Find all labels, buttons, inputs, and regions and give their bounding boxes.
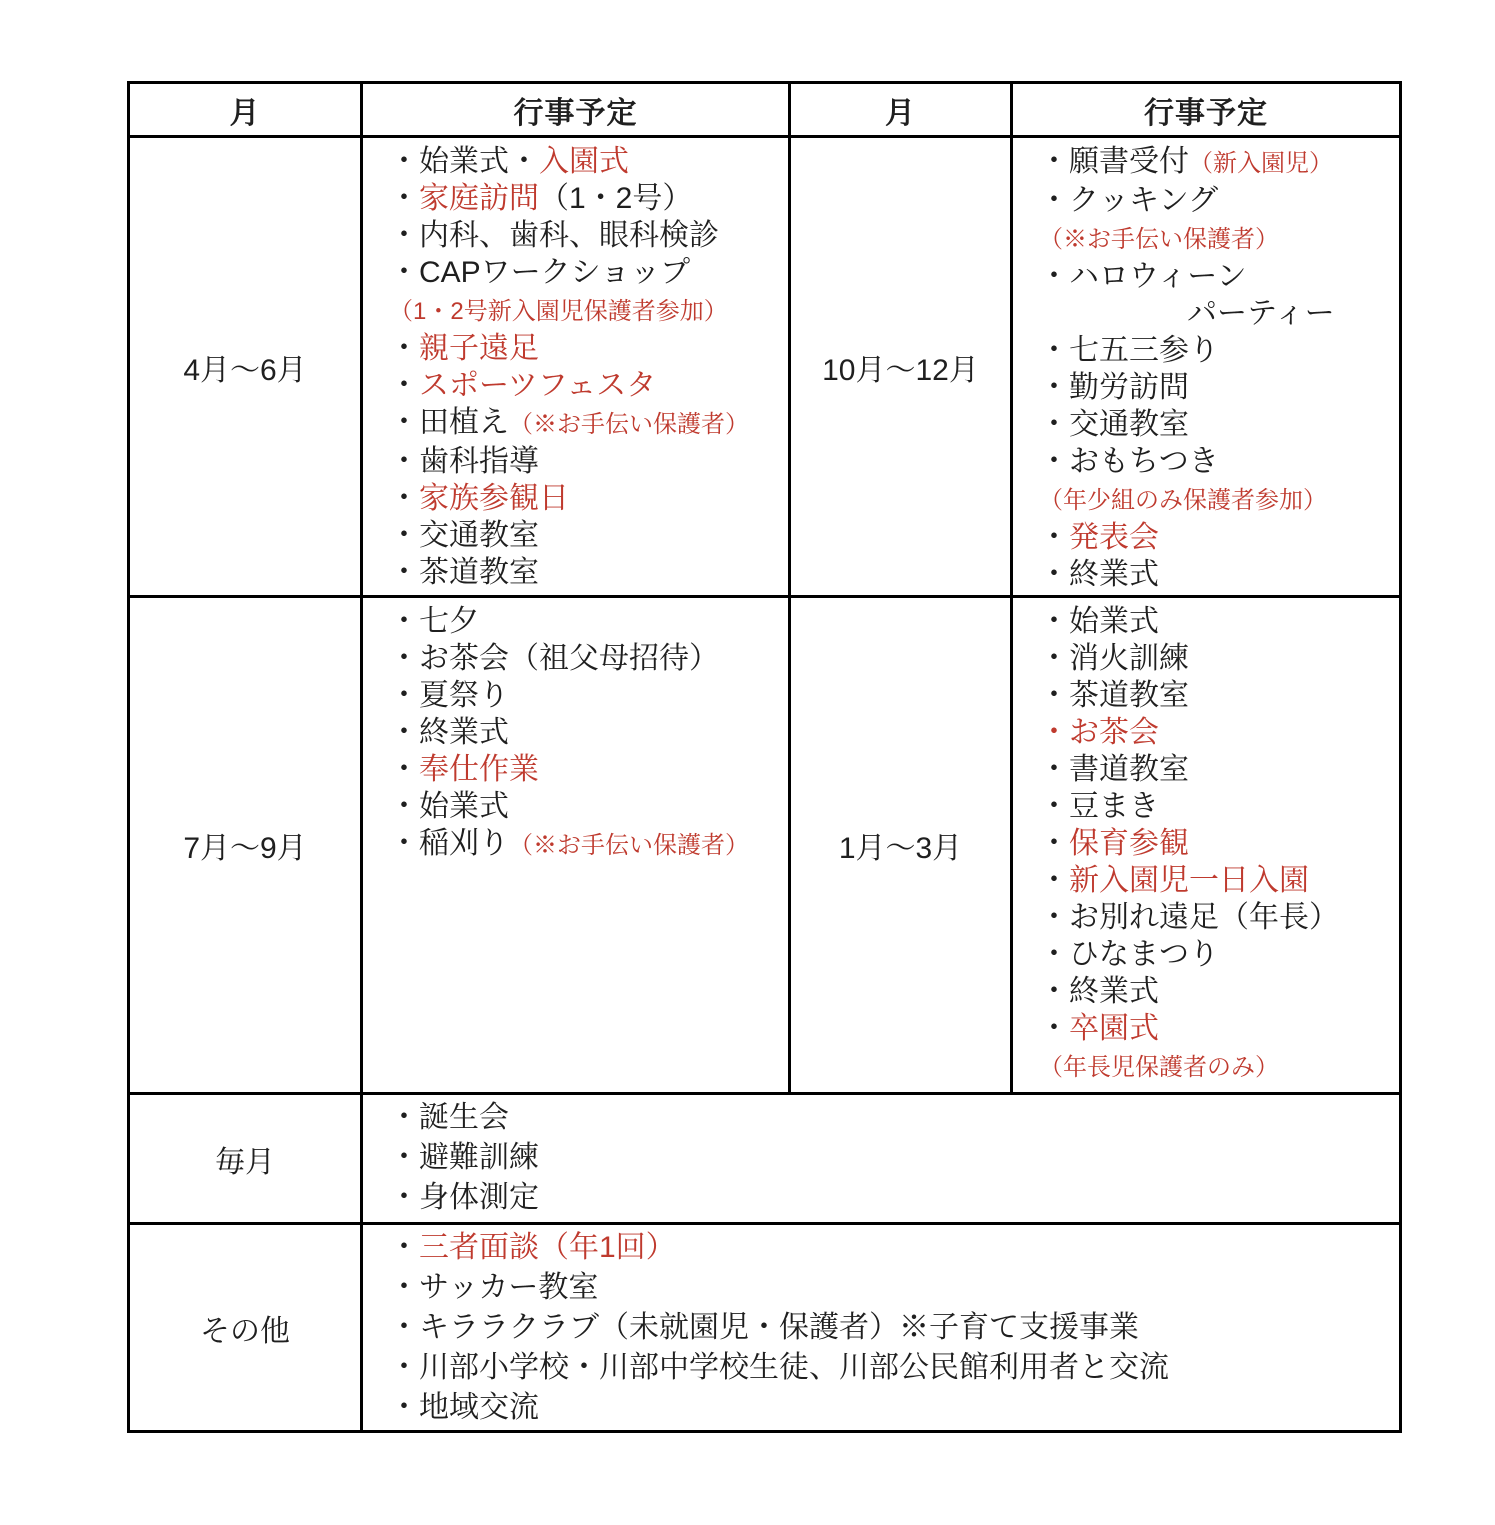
event-text: ・CAPワークショップ [389, 256, 691, 289]
event-text: ・サッカー教室 [389, 1271, 599, 1304]
event-line [1039, 332, 1391, 369]
events-other [362, 1224, 1401, 1432]
event-text: 奉仕作業 [419, 753, 539, 786]
event-text: ・地域交流 [389, 1391, 539, 1424]
event-line [1039, 677, 1391, 714]
events-jul-sep [362, 597, 790, 1094]
event-line [389, 143, 780, 180]
events-apr-jun [362, 137, 790, 597]
event-line [1039, 295, 1391, 332]
event-line [1039, 751, 1391, 788]
event-line [1039, 258, 1391, 295]
event-text: ・交通教室 [389, 519, 539, 552]
event-text: ・茶道教室 [389, 556, 539, 589]
event-line [1039, 219, 1391, 258]
event-line [389, 825, 780, 864]
event-text: ・始業式 [1039, 605, 1159, 638]
event-line [389, 1308, 1391, 1348]
event-text: （※お手伝い保護者） [509, 411, 749, 438]
events-monthly [362, 1094, 1401, 1224]
event-text: ・ [1039, 864, 1069, 897]
event-line [1039, 862, 1391, 899]
event-text: （1・2号新入園児保護者参加） [389, 298, 728, 325]
event-text: （年少組のみ保護者参加） [1039, 487, 1327, 514]
event-line [1039, 788, 1391, 825]
event-text: ・始業式 [389, 790, 509, 823]
event-text: ・夏祭り [389, 679, 509, 712]
event-text: ・終業式 [1039, 558, 1159, 591]
row-apr-jun-oct-dec [129, 137, 1401, 597]
event-line [389, 751, 780, 788]
event-line [389, 517, 780, 554]
month-label-other: その他 [129, 1224, 362, 1432]
event-text: 親子遠足 [419, 332, 539, 365]
event-text: ・お別れ遠足（年長） [1039, 901, 1339, 934]
event-text: ・おもちつき [1039, 445, 1219, 478]
event-text: ・お茶会（祖父母招待） [389, 642, 719, 675]
event-text: ・ [389, 1231, 419, 1264]
event-line [389, 217, 780, 254]
column-header-month-left: 月 [129, 83, 362, 137]
event-text: ・終業式 [1039, 975, 1159, 1008]
event-line [389, 714, 780, 751]
event-text: ・ [389, 369, 419, 402]
month-label-jan-mar: 1月〜3月 [790, 597, 1012, 1094]
event-text: ・ [1039, 827, 1069, 860]
event-text: ・消火訓練 [1039, 642, 1189, 675]
event-text: ・田植え [389, 406, 509, 439]
event-text: ・交通教室 [1039, 408, 1189, 441]
event-text: ・茶道教室 [1039, 679, 1189, 712]
event-text: ・ハロウィーン [1039, 260, 1247, 293]
events-oct-dec [1012, 137, 1401, 597]
event-text: ・ [389, 182, 419, 215]
event-line [389, 404, 780, 443]
event-text: 入園式 [539, 145, 629, 178]
event-line [1039, 1010, 1391, 1047]
events-jan-mar [1012, 597, 1401, 1094]
event-text: 発表会 [1069, 521, 1159, 554]
event-line [389, 1228, 1391, 1268]
event-text: ・クッキング [1039, 184, 1219, 217]
event-line [1039, 480, 1391, 519]
event-text: ・ひなまつり [1039, 938, 1219, 971]
event-line [1039, 714, 1391, 751]
event-text: ・願書受付 [1039, 145, 1189, 178]
event-text: ・ [389, 753, 419, 786]
event-line [389, 640, 780, 677]
event-line [1039, 973, 1391, 1010]
event-line [389, 291, 780, 330]
row-jul-sep-jan-mar [129, 597, 1401, 1094]
event-line [1039, 406, 1391, 443]
event-line [1039, 640, 1391, 677]
event-text: ・七五三参り [1039, 334, 1219, 367]
event-line [1039, 936, 1391, 973]
event-text: 三者面談（年1回） [419, 1231, 676, 1264]
event-line [1039, 825, 1391, 862]
event-line [1039, 556, 1391, 593]
column-header-events-right: 行事予定 [1012, 83, 1401, 137]
event-text: （1・2号） [539, 182, 693, 215]
event-text: 新入園児一日入園 [1069, 864, 1309, 897]
event-text: ・内科、歯科、眼科検診 [389, 219, 719, 252]
month-label-apr-jun: 4月〜6月 [129, 137, 362, 597]
event-text: ・避難訓練 [389, 1141, 539, 1174]
event-line [389, 254, 780, 291]
row-monthly [129, 1094, 1401, 1224]
event-text: ・歯科指導 [389, 445, 539, 478]
event-text: ・終業式 [389, 716, 509, 749]
event-text: （※お手伝い保護者） [1039, 226, 1279, 253]
event-schedule-table [127, 81, 1402, 1433]
event-line [389, 1268, 1391, 1308]
event-line [1039, 1047, 1391, 1086]
month-label-oct-dec: 10月〜12月 [790, 137, 1012, 597]
event-text: ・キララクラブ（未就園児・保護者）※子育て支援事業 [389, 1311, 1139, 1344]
column-header-events-left: 行事予定 [362, 83, 790, 137]
column-header-month-right: 月 [790, 83, 1012, 137]
event-text: ・身体測定 [389, 1181, 539, 1214]
event-line [389, 1098, 1391, 1138]
event-line [389, 1138, 1391, 1178]
event-line [389, 554, 780, 591]
event-text: ・豆まき [1039, 790, 1159, 823]
event-text: ・ [1039, 1012, 1069, 1045]
event-line [1039, 369, 1391, 406]
month-label-jul-sep: 7月〜9月 [129, 597, 362, 1094]
event-text: 家族参観日 [419, 482, 569, 515]
event-text: ・ [1039, 521, 1069, 554]
event-text: ・勤労訪問 [1039, 371, 1189, 404]
event-line [389, 1388, 1391, 1428]
event-text: ・ [389, 332, 419, 365]
event-text: ・川部小学校・川部中学校生徒、川部公民館利用者と交流 [389, 1351, 1169, 1384]
event-text: 卒園式 [1069, 1012, 1159, 1045]
month-label-monthly: 毎月 [129, 1094, 362, 1224]
row-other [129, 1224, 1401, 1432]
event-text: ・始業式・ [389, 145, 539, 178]
event-line [389, 677, 780, 714]
event-text: 保育参観 [1069, 827, 1189, 860]
event-text: パーティー [1187, 297, 1335, 330]
event-text: ・ [389, 482, 419, 515]
event-text: ・誕生会 [389, 1101, 509, 1134]
event-line [389, 1348, 1391, 1388]
event-line [1039, 182, 1391, 219]
event-line [389, 788, 780, 825]
event-text: スポーツフェスタ [419, 369, 657, 402]
header-row [129, 83, 1401, 137]
event-line [1039, 603, 1391, 640]
event-text: 家庭訪問 [419, 182, 539, 215]
event-text: ・稲刈り [389, 827, 509, 860]
event-line [389, 443, 780, 480]
event-line [389, 1178, 1391, 1218]
event-line [1039, 519, 1391, 556]
event-text: （新入園児） [1189, 150, 1333, 177]
event-line [389, 603, 780, 640]
event-text: （※お手伝い保護者） [509, 832, 749, 859]
event-line [389, 330, 780, 367]
event-line [389, 180, 780, 217]
event-line [1039, 143, 1391, 182]
event-line [1039, 443, 1391, 480]
event-text: ・書道教室 [1039, 753, 1189, 786]
event-text: （年長児保護者のみ） [1039, 1054, 1279, 1081]
event-text: ・七夕 [389, 605, 479, 638]
event-line [389, 367, 780, 404]
event-text: ・お茶会 [1039, 716, 1159, 749]
event-line [1039, 899, 1391, 936]
event-line [389, 480, 780, 517]
